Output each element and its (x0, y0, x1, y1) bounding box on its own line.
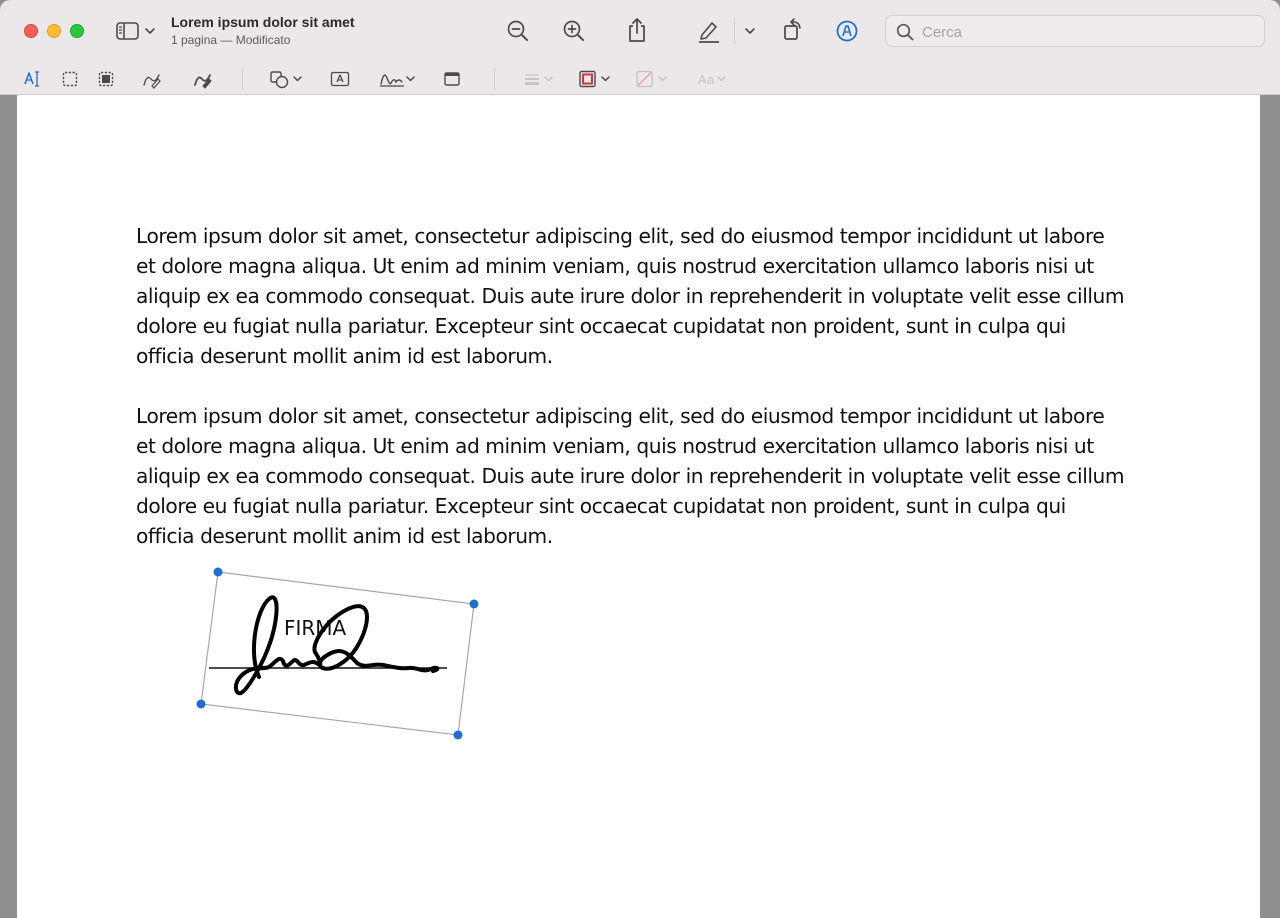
minimize-button[interactable] (47, 24, 61, 38)
share-button[interactable] (624, 16, 650, 44)
chevron-down-icon (742, 24, 758, 38)
rotate-button[interactable] (780, 16, 806, 44)
note-icon (442, 69, 462, 89)
line-style-icon (522, 69, 558, 89)
signature-annotation[interactable] (17, 95, 1260, 918)
search-field[interactable] (885, 15, 1265, 47)
sketch-button[interactable] (141, 69, 163, 89)
text-style-icon: Aa (698, 71, 714, 87)
title-bar (0, 0, 1280, 62)
sketch-icon (141, 69, 163, 89)
resize-handle[interactable] (454, 731, 463, 740)
border-color-button[interactable] (577, 69, 615, 89)
highlight-button[interactable] (696, 18, 722, 44)
paragraph: Lorem ipsum dolor sit amet, consectetur adipiscing elit, sed do eiusmod tempor incididunt ut labore et dolore magna aliqua. Ut enim ad minim veniam, quis nostrud exercitation ullamco laboris nisi ut aliquip ex ea commodo consequat. Duis aute irure dolor in reprehenderit in voluptate velit esse cillum dolore eu fugiat nulla pariatur. Excepteur sint occaecat cupidatat non proident, sunt in culpa qui officia deserunt mollit anim id est laborum. (136, 404, 1125, 548)
shapes-icon (268, 69, 306, 89)
markup-button[interactable] (834, 18, 860, 44)
close-button[interactable] (24, 24, 38, 38)
sign-icon (378, 68, 418, 90)
text-box-button[interactable] (329, 69, 351, 89)
search-placeholder: Cerca (922, 24, 963, 41)
fill-color-button[interactable] (634, 69, 672, 89)
zoom-out-icon (505, 18, 531, 44)
toolbar-separator (242, 68, 243, 90)
text-style-button[interactable] (694, 69, 732, 89)
zoom-out-button[interactable] (505, 18, 531, 44)
draw-icon (192, 69, 214, 89)
document-page (17, 95, 1260, 918)
signature-drawing (236, 597, 438, 693)
fill-color-icon (634, 69, 672, 89)
resize-handle[interactable] (214, 568, 223, 577)
markup-toolbar (0, 62, 1280, 95)
sidebar-toggle-button[interactable] (114, 20, 158, 42)
resize-handle[interactable] (470, 600, 479, 609)
paragraph: Lorem ipsum dolor sit amet, consectetur adipiscing elit, sed do eiusmod tempor incididunt ut labore et dolore magna aliqua. Ut enim ad minim veniam, quis nostrud exercitation ullamco laboris nisi ut aliquip ex ea commodo consequat. Duis aute irure dolor in reprehenderit in voluptate velit esse cillum dolore eu fugiat nulla pariatur. Excepteur sint occaecat cupidatat non proident, sunt in culpa qui officia deserunt mollit anim id est laborum. (136, 224, 1125, 368)
sign-button[interactable] (378, 68, 418, 90)
text-selection-button[interactable] (22, 69, 42, 89)
maximize-button[interactable] (70, 24, 84, 38)
zoom-in-button[interactable] (561, 18, 587, 44)
text-box-icon (329, 69, 351, 89)
highlight-pen-icon (696, 18, 722, 44)
shapes-button[interactable] (268, 69, 306, 89)
sidebar-icon (114, 20, 158, 42)
share-icon (624, 16, 650, 44)
signature-selection-box (201, 572, 474, 735)
signature-label: FIRMA (284, 616, 347, 640)
instant-alpha-icon (96, 69, 116, 89)
border-color-icon (577, 69, 615, 89)
document-status: 1 pagina — Modificato (171, 33, 291, 47)
note-button[interactable] (442, 69, 462, 89)
rect-selection-button[interactable] (60, 69, 80, 89)
rect-selection-icon (60, 69, 80, 89)
rotate-icon (780, 16, 806, 44)
document-title: Lorem ipsum dolor sit amet (171, 14, 355, 30)
toolbar-separator (494, 68, 495, 90)
resize-handle[interactable] (197, 700, 206, 709)
highlight-options-button[interactable] (742, 24, 758, 38)
instant-alpha-button[interactable] (96, 69, 116, 89)
line-style-button[interactable] (522, 69, 558, 89)
draw-button[interactable] (192, 69, 214, 89)
toolbar-separator (734, 18, 735, 44)
text-selection-icon (22, 69, 42, 89)
markup-icon (834, 18, 860, 44)
zoom-in-icon (561, 18, 587, 44)
search-icon (896, 23, 914, 41)
chevron-down-icon (714, 69, 728, 89)
